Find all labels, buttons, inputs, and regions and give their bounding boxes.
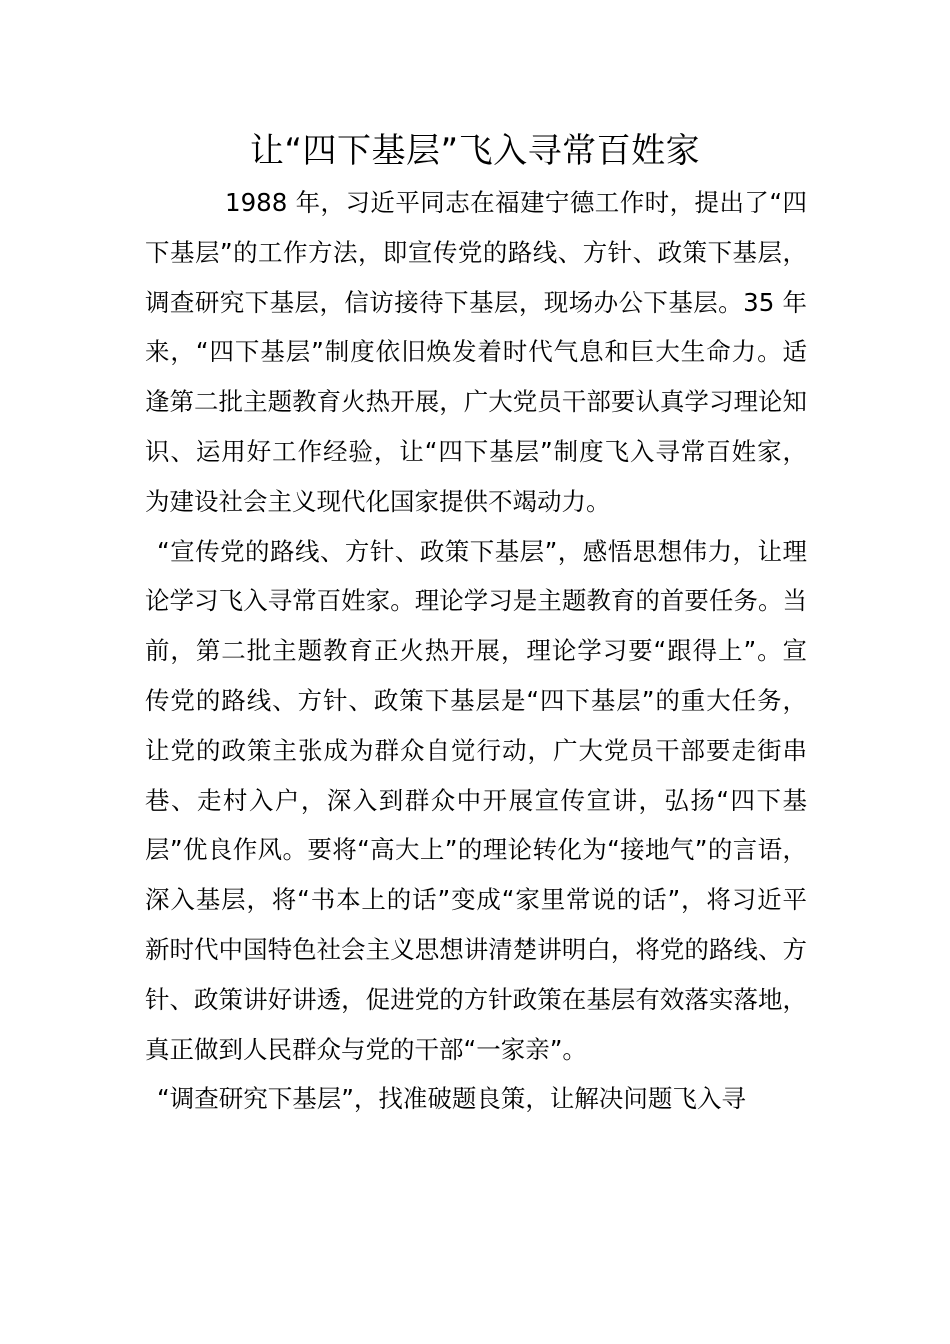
- paragraph-investigation: “调查研究下基层”，找准破题良策，让解决问题飞入寻: [157, 1084, 746, 1114]
- document-title: 让“四下基层”飞入寻常百姓家: [249, 131, 701, 171]
- document-body: [145, 178, 807, 1124]
- paragraph-intro: 1988 年，习近平同志在福建宁德工作时，提出了“四下基层”的工作方法，即宣传党的路线、方针、政策下基层，调查研究下基层，信访接待下基层，现场办公下基层。35 年来，“四下基层”制度依旧焕发着时代气息和巨大生命力。适逢第二批主题教育火热开展，广大党员干部要认真学习理论知识、运用好工作经验，让“四下基层”制度飞入寻常百姓家，为建设社会主义现代化国家提供不竭动力。: [145, 188, 807, 516]
- paragraph-theory-study: “宣传党的路线、方针、政策下基层”，感悟思想伟力，让理论学习飞入寻常百姓家。理论学习是主题教育的首要任务。当前，第二批主题教育正火热开展，理论学习要“跟得上”。宣传党的路线、方针、政策下基层是“四下基层”的重大任务，让党的政策主张成为群众自觉行动，广大党员干部要走街串巷、走村入户，深入到群众中开展宣传宣讲，弘扬“四下基层”优良作风。要将“高大上”的理论转化为“接地气”的言语，深入基层，将“书本上的话”变成“家里常说的话”，将习近平新时代中国特色社会主义思想讲清楚讲明白，将党的路线、方针、政策讲好讲透，促进党的方针政策在基层有效落实落地，真正做到人民群众与党的干部“一家亲”。: [145, 536, 807, 1064]
